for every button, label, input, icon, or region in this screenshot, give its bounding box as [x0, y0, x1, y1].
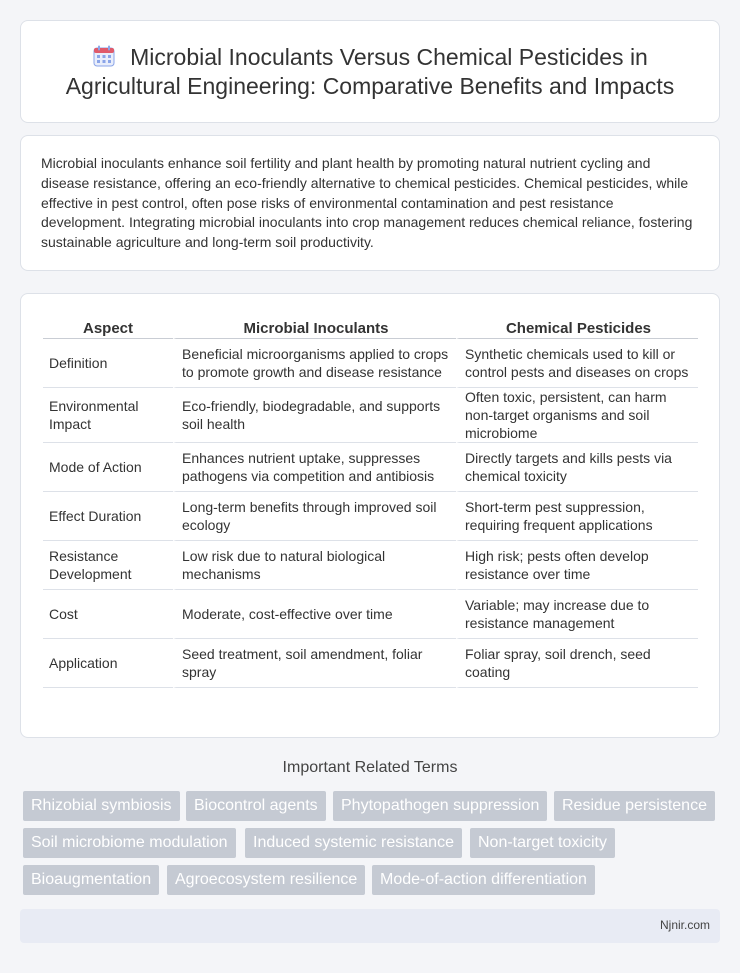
- cell-microbial: Moderate, cost-effective over time: [173, 590, 456, 639]
- title-card: [20, 20, 720, 123]
- table-row: [43, 639, 698, 688]
- comparison-table: [43, 316, 698, 688]
- cell-chemical: Foliar spray, soil drench, seed coating: [456, 639, 698, 688]
- comparison-card: [20, 293, 720, 738]
- header-microbial: Microbial Inoculants: [173, 316, 456, 339]
- cell-microbial: Seed treatment, soil amendment, foliar spray: [173, 639, 456, 688]
- tag-residue-persistence[interactable]: Residue persistence: [554, 791, 715, 821]
- cell-aspect: Application: [43, 639, 173, 688]
- table-header-row: [43, 316, 698, 339]
- table-row: [43, 590, 698, 639]
- cell-microbial: Low risk due to natural biological mechanisms: [173, 541, 456, 590]
- tag-soil-microbiome-modulation[interactable]: Soil microbiome modulation: [23, 828, 236, 858]
- table-row: [43, 492, 698, 541]
- page-title-text: Microbial Inoculants Versus Chemical Pesticides in Agricultural Engineering: Comparative Benefits and Impacts: [65, 43, 675, 99]
- footer: [20, 909, 720, 943]
- tag-induced-systemic-resistance[interactable]: Induced systemic resistance: [245, 828, 462, 858]
- cell-microbial: Long-term benefits through improved soil ecology: [173, 492, 456, 541]
- header-chemical: Chemical Pesticides: [456, 316, 698, 339]
- cell-aspect: Cost: [43, 590, 173, 639]
- cell-chemical: Synthetic chemicals used to kill or control pests and diseases on crops: [456, 339, 698, 388]
- tag-phytopathogen-suppression[interactable]: Phytopathogen suppression: [333, 791, 547, 821]
- cell-microbial: Enhances nutrient uptake, suppresses pathogens via competition and antibiosis: [173, 443, 456, 492]
- table-row: [43, 541, 698, 590]
- table-row: [43, 339, 698, 388]
- footer-site-link[interactable]: Njnir.com: [659, 918, 710, 932]
- cell-microbial: Beneficial microorganisms applied to crops to promote growth and disease resistance: [173, 339, 456, 388]
- cell-chemical: Often toxic, persistent, can harm non-target organisms and soil microbiome: [456, 388, 698, 443]
- cell-chemical: Variable; may increase due to resistance management: [456, 590, 698, 639]
- cell-aspect: Resistance Development: [43, 541, 173, 590]
- header-aspect: Aspect: [43, 316, 173, 339]
- tag-non-target-toxicity[interactable]: Non-target toxicity: [470, 828, 615, 858]
- cell-microbial: Eco-friendly, biodegradable, and supports soil health: [173, 388, 456, 443]
- tag-bioaugmentation[interactable]: Bioaugmentation: [23, 865, 159, 895]
- cell-aspect: Definition: [43, 339, 173, 388]
- page-title: [45, 43, 695, 101]
- cell-chemical: Short-term pest suppression, requiring frequent applications: [456, 492, 698, 541]
- cell-chemical: High risk; pests often develop resistance over time: [456, 541, 698, 590]
- cell-aspect: Environmental Impact: [43, 388, 173, 443]
- tag-agroecosystem-resilience[interactable]: Agroecosystem resilience: [167, 865, 365, 895]
- related-terms-title: Important Related Terms: [282, 759, 458, 776]
- tag-mode-of-action-differentiation[interactable]: Mode-of-action differentiation: [372, 865, 595, 895]
- cell-aspect: Effect Duration: [43, 492, 173, 541]
- calendar-icon: [92, 44, 116, 68]
- tag-rhizobial-symbiosis[interactable]: Rhizobial symbiosis: [23, 791, 180, 821]
- cell-chemical: Directly targets and kills pests via chemical toxicity: [456, 443, 698, 492]
- summary-text: Microbial inoculants enhance soil fertility and plant health by promoting natural nutrient cycling and disease resistance, offering an eco-friendly alternative to chemical pesticides. Chemical pesticides, while effective in pest control, often pose risks of environmental contamination and pest resistance development. Integrating microbial inoculants into crop management reduces chemical reliance, fostering sustainable agriculture and long-term soil productivity.: [41, 155, 693, 251]
- table-row: [43, 443, 698, 492]
- cell-aspect: Mode of Action: [43, 443, 173, 492]
- tag-biocontrol-agents[interactable]: Biocontrol agents: [186, 791, 326, 821]
- summary-card: [20, 135, 720, 271]
- table-row: [43, 388, 698, 443]
